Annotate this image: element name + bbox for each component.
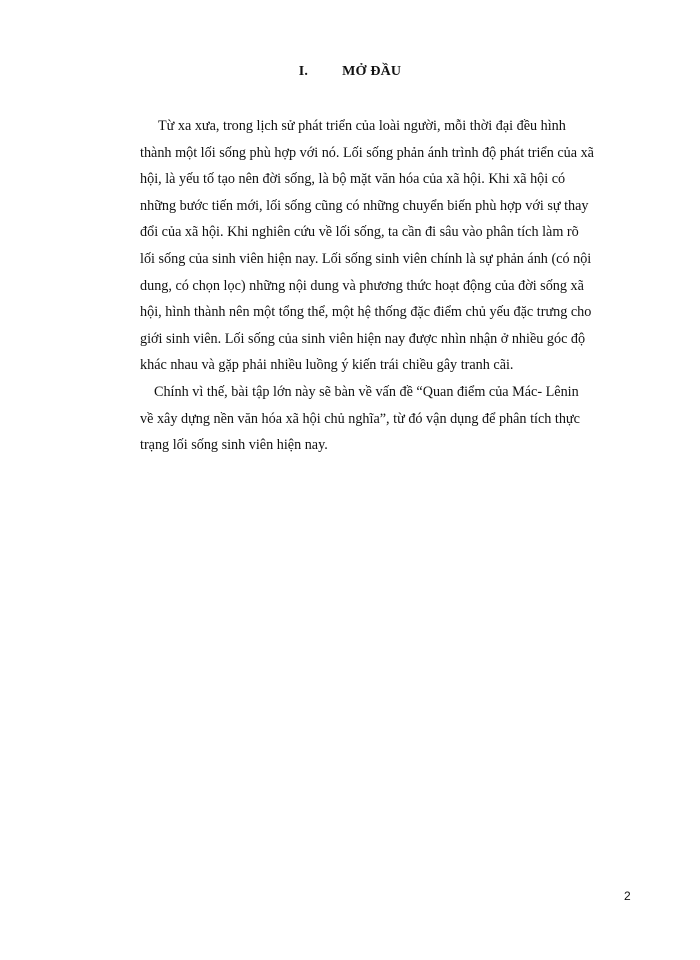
page-number: 2 (624, 889, 631, 903)
body-text (140, 113, 594, 459)
section-heading (0, 64, 700, 80)
text-line: Từ xa xưa, trong lịch sử phát triển của loài người, mỗi thời đại đều hình (158, 118, 566, 134)
text-line: trạng lối sống sinh viên hiện nay. (140, 437, 328, 454)
section-number: I. (298, 64, 309, 79)
text-line: những bước tiến mới, lối sống cũng có những chuyển biến phù hợp với sự thay (140, 197, 589, 214)
text-line: hội, là yếu tố tạo nên đời sống, là bộ mặt văn hóa của xã hội. Khi xã hội có (140, 171, 566, 188)
paragraph-intro (140, 113, 594, 379)
section-title: MỞ ĐẦU (342, 64, 402, 79)
paragraph-purpose (140, 379, 580, 459)
text-line: dung, có chọn lọc) những nội dung và phương thức hoạt động của đời sống xã (140, 277, 584, 294)
text-line: Chính vì thế, bài tập lớn này sẽ bàn về vấn đề “Quan điểm của Mác- Lênin (154, 383, 579, 400)
text-line: lối sống của sinh viên hiện nay. Lối sống sinh viên chính là sự phản ánh (có nội (140, 250, 592, 267)
text-line: giới sinh viên. Lối sống của sinh viên hiện nay được nhìn nhận ở nhiều góc độ (140, 330, 586, 347)
text-line: đổi của xã hội. Khi nghiên cứu về lối sống, ta cần đi sâu vào phân tích làm rõ (140, 224, 579, 241)
text-line: hội, hình thành nên một tổng thể, một hệ thống đặc điểm chủ yếu đặc trưng cho (140, 304, 592, 321)
text-line: thành một lối sống phù hợp với nó. Lối sống phản ánh trình độ phát triển của xã (140, 144, 594, 161)
text-line: về xây dựng nền văn hóa xã hội chủ nghĩa”, từ đó vận dụng để phân tích thực (140, 410, 580, 427)
text-line: khác nhau và gặp phải nhiều luồng ý kiến trái chiều gây tranh cãi. (140, 357, 514, 374)
